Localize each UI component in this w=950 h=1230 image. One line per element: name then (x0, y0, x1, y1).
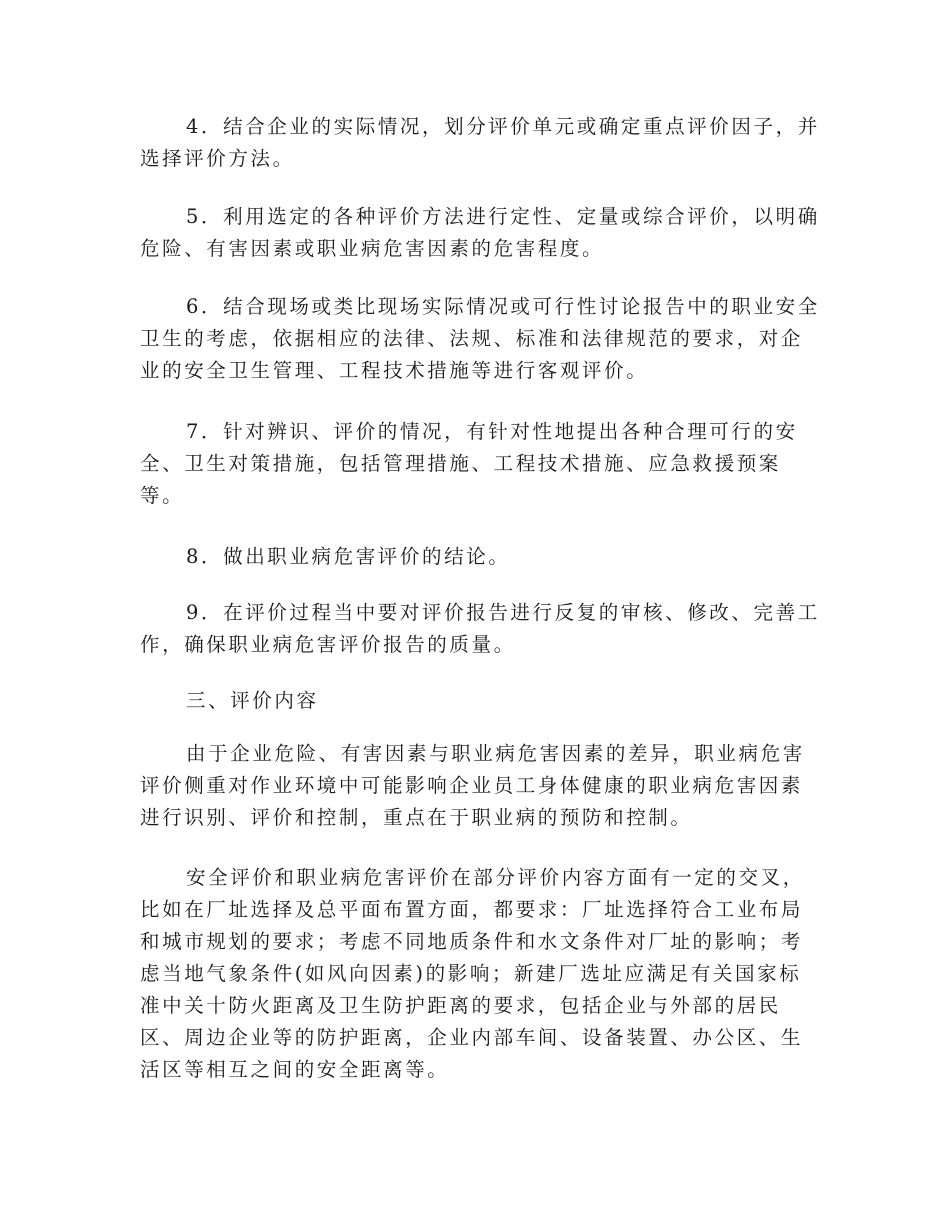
paragraph-step-9 (140, 597, 820, 661)
paragraph-step-7 (140, 416, 820, 512)
paragraph-line: 全、卫生对策措施，包括管理措施、工程技术措施、应急救援预案 (140, 452, 781, 475)
section-heading: 三、评价内容 (186, 689, 319, 712)
paragraph-step-4 (140, 111, 820, 175)
paragraph-line: 准中关十防火距离及卫生防护距离的要求，包括企业与外部的居民 (140, 994, 781, 1017)
paragraph-occupational-hazard-focus (140, 738, 820, 834)
paragraph-line: 和城市规划的要求；考虑不同地质条件和水文条件对厂址的影响；考 (140, 930, 804, 953)
paragraph-line: 8．做出职业病危害评价的结论。 (186, 545, 511, 568)
paragraph-line: 6．结合现场或类比现场实际情况或可行性讨论报告中的职业安全 (186, 295, 820, 318)
paragraph-line: 区、周边企业等的防护距离，企业内部车间、设备装置、办公区、生 (140, 1026, 804, 1049)
paragraph-line: 卫生的考虑，依据相应的法律、法规、标准和法律规范的要求，对企 (140, 327, 804, 350)
paragraph-line: 进行识别、评价和控制，重点在于职业病的预防和控制。 (140, 806, 693, 829)
paragraph-line: 比如在厂址选择及总平面布置方面，都要求：厂址选择符合工业布局 (140, 898, 804, 921)
paragraph-overlap-content (140, 862, 820, 1086)
paragraph-line: 活区等相互之间的安全距离等。 (140, 1058, 450, 1081)
paragraph-line: 危险、有害因素或职业病危害因素的危害程度。 (140, 237, 605, 260)
paragraph-line: 等。 (140, 484, 185, 507)
paragraph-line: 作，确保职业病危害评价报告的质量。 (140, 633, 516, 656)
paragraph-line: 9．在评价过程当中要对评价报告进行反复的审核、修改、完善工 (186, 601, 820, 624)
paragraph-line: 由于企业危险、有害因素与职业病危害因素的差异，职业病危害 (186, 742, 805, 765)
paragraph-line: 安全评价和职业病危害评价在部分评价内容方面有一定的交叉， (186, 866, 805, 889)
paragraph-line: 虑当地气象条件(如风向因素)的影响；新建厂选址应满足有关国家标 (140, 962, 802, 985)
paragraph-line: 5．利用选定的各种评价方法进行定性、定量或综合评价，以明确 (186, 205, 820, 228)
paragraph-line: 选择评价方法。 (140, 147, 295, 170)
paragraph-step-6 (140, 291, 820, 387)
paragraph-line: 7．针对辨识、评价的情况，有针对性地提出各种合理可行的安 (186, 420, 798, 443)
paragraph-step-5 (140, 201, 820, 265)
paragraph-line: 业的安全卫生管理、工程技术措施等进行客观评价。 (140, 359, 649, 382)
section-heading-evaluation-content (140, 685, 820, 717)
paragraph-line: 评价侧重对作业环境中可能影响企业员工身体健康的职业病危害因素 (140, 774, 804, 797)
paragraph-step-8 (140, 541, 820, 573)
paragraph-line: 4．结合企业的实际情况，划分评价单元或确定重点评价因子，并 (186, 115, 820, 138)
